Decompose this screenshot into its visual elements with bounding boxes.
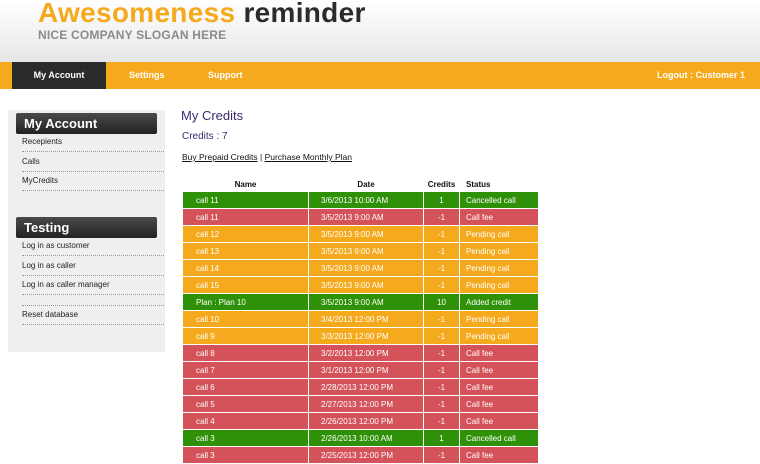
purchase-monthly-plan-link[interactable]: Purchase Monthly Plan (264, 152, 352, 162)
sidebar-item-recepients[interactable]: Recepients (22, 132, 164, 152)
col-header-name: Name (183, 177, 308, 191)
cell-credits: -1 (424, 413, 459, 429)
cell-status: Call fee (460, 379, 538, 395)
cell-date: 3/5/2013 9:00 AM (309, 226, 423, 242)
page-title: My Credits (181, 108, 244, 123)
cell-date: 3/3/2013 12:00 PM (309, 328, 423, 344)
sidebar-item-login-caller[interactable]: Log in as caller (22, 256, 164, 276)
cell-status: Call fee (460, 396, 538, 412)
cell-name: call 3 (183, 447, 308, 463)
cell-status: Call fee (460, 209, 538, 225)
table-row (183, 447, 538, 463)
cell-credits: -1 (424, 311, 459, 327)
sidebar-item-login-customer[interactable]: Log in as customer (22, 236, 164, 256)
cell-credits: -1 (424, 345, 459, 361)
cell-name: call 10 (183, 311, 308, 327)
cell-status: Pending call (460, 226, 538, 242)
cell-credits: -1 (424, 243, 459, 259)
cell-credits: -1 (424, 362, 459, 378)
cell-name: call 14 (183, 260, 308, 276)
table-row (183, 379, 538, 395)
credits-balance: Credits : 7 (182, 131, 228, 142)
table-row (183, 362, 538, 378)
cell-name: call 12 (183, 226, 308, 242)
cell-name: call 7 (183, 362, 308, 378)
cell-status: Pending call (460, 260, 538, 276)
cell-date: 2/26/2013 10:00 AM (309, 430, 423, 446)
company-slogan: NICE COMPANY SLOGAN HERE (38, 28, 227, 42)
cell-credits: 1 (424, 430, 459, 446)
table-row (183, 209, 538, 225)
sidebar-item-calls[interactable]: Calls (22, 152, 164, 172)
cell-name: call 11 (183, 209, 308, 225)
logout-link[interactable]: Logout : Customer 1 (657, 70, 745, 80)
cell-name: call 9 (183, 328, 308, 344)
brand-word-1: Awesomeness (38, 0, 236, 28)
cell-name: call 5 (183, 396, 308, 412)
cell-name: call 3 (183, 430, 308, 446)
col-header-date: Date (309, 177, 423, 191)
site-header (0, 0, 760, 62)
cell-credits: 10 (424, 294, 459, 310)
col-header-status: Status (460, 177, 538, 191)
cell-status: Cancelled call (460, 192, 538, 208)
sidebar-heading-testing: Testing (16, 217, 157, 238)
brand-logo[interactable] (38, 0, 366, 29)
cell-date: 3/2/2013 12:00 PM (309, 345, 423, 361)
table-row (183, 311, 538, 327)
cell-date: 3/5/2013 9:00 AM (309, 277, 423, 293)
cell-credits: -1 (424, 260, 459, 276)
link-separator: | (259, 152, 263, 162)
table-row (183, 260, 538, 276)
purchase-links (182, 152, 352, 162)
nav-my-account[interactable]: My Account (12, 62, 106, 89)
cell-date: 3/6/2013 10:00 AM (309, 192, 423, 208)
sidebar-item-login-caller-manager[interactable]: Log in as caller manager (22, 275, 164, 295)
cell-date: 2/27/2013 12:00 PM (309, 396, 423, 412)
cell-credits: -1 (424, 277, 459, 293)
nav-settings[interactable]: Settings (129, 70, 165, 80)
cell-status: Call fee (460, 447, 538, 463)
cell-credits: -1 (424, 328, 459, 344)
cell-status: Pending call (460, 328, 538, 344)
cell-date: 2/25/2013 12:00 PM (309, 447, 423, 463)
cell-name: call 13 (183, 243, 308, 259)
table-row (183, 345, 538, 361)
cell-date: 3/5/2013 9:00 AM (309, 243, 423, 259)
cell-status: Added credit (460, 294, 538, 310)
cell-name: call 6 (183, 379, 308, 395)
cell-date: 3/5/2013 9:00 AM (309, 260, 423, 276)
table-row (183, 226, 538, 242)
cell-credits: -1 (424, 226, 459, 242)
cell-name: call 8 (183, 345, 308, 361)
cell-date: 3/5/2013 9:00 AM (309, 294, 423, 310)
cell-name: call 4 (183, 413, 308, 429)
cell-status: Pending call (460, 311, 538, 327)
cell-status: Pending call (460, 277, 538, 293)
cell-credits: -1 (424, 209, 459, 225)
cell-status: Call fee (460, 413, 538, 429)
cell-name: Plan : Plan 10 (183, 294, 308, 310)
buy-prepaid-credits-link[interactable]: Buy Prepaid Credits (182, 152, 258, 162)
top-nav (0, 62, 760, 89)
sidebar-divider (22, 286, 164, 306)
table-row (183, 430, 538, 446)
credits-table (182, 176, 539, 464)
cell-status: Call fee (460, 362, 538, 378)
cell-date: 2/26/2013 12:00 PM (309, 413, 423, 429)
table-row (183, 243, 538, 259)
table-row (183, 328, 538, 344)
table-row (183, 413, 538, 429)
cell-credits: -1 (424, 396, 459, 412)
cell-credits: -1 (424, 379, 459, 395)
table-row (183, 277, 538, 293)
sidebar-item-reset-database[interactable]: Reset database (22, 305, 164, 325)
sidebar (8, 110, 165, 352)
cell-status: Cancelled call (460, 430, 538, 446)
cell-date: 2/28/2013 12:00 PM (309, 379, 423, 395)
cell-name: call 11 (183, 192, 308, 208)
sidebar-heading-my-account: My Account (16, 113, 157, 134)
cell-date: 3/5/2013 9:00 AM (309, 209, 423, 225)
table-row (183, 396, 538, 412)
cell-status: Pending call (460, 243, 538, 259)
table-body (183, 192, 538, 463)
cell-date: 3/1/2013 12:00 PM (309, 362, 423, 378)
table-row (183, 192, 538, 208)
cell-credits: -1 (424, 447, 459, 463)
cell-credits: 1 (424, 192, 459, 208)
cell-status: Call fee (460, 345, 538, 361)
cell-date: 3/4/2013 12:00 PM (309, 311, 423, 327)
sidebar-item-mycredits[interactable]: MyCredits (22, 171, 164, 191)
table-header-row (183, 177, 538, 191)
cell-name: call 15 (183, 277, 308, 293)
brand-word-2: reminder (243, 0, 366, 28)
col-header-credits: Credits (424, 177, 459, 191)
table-row (183, 294, 538, 310)
nav-support[interactable]: Support (208, 70, 243, 80)
